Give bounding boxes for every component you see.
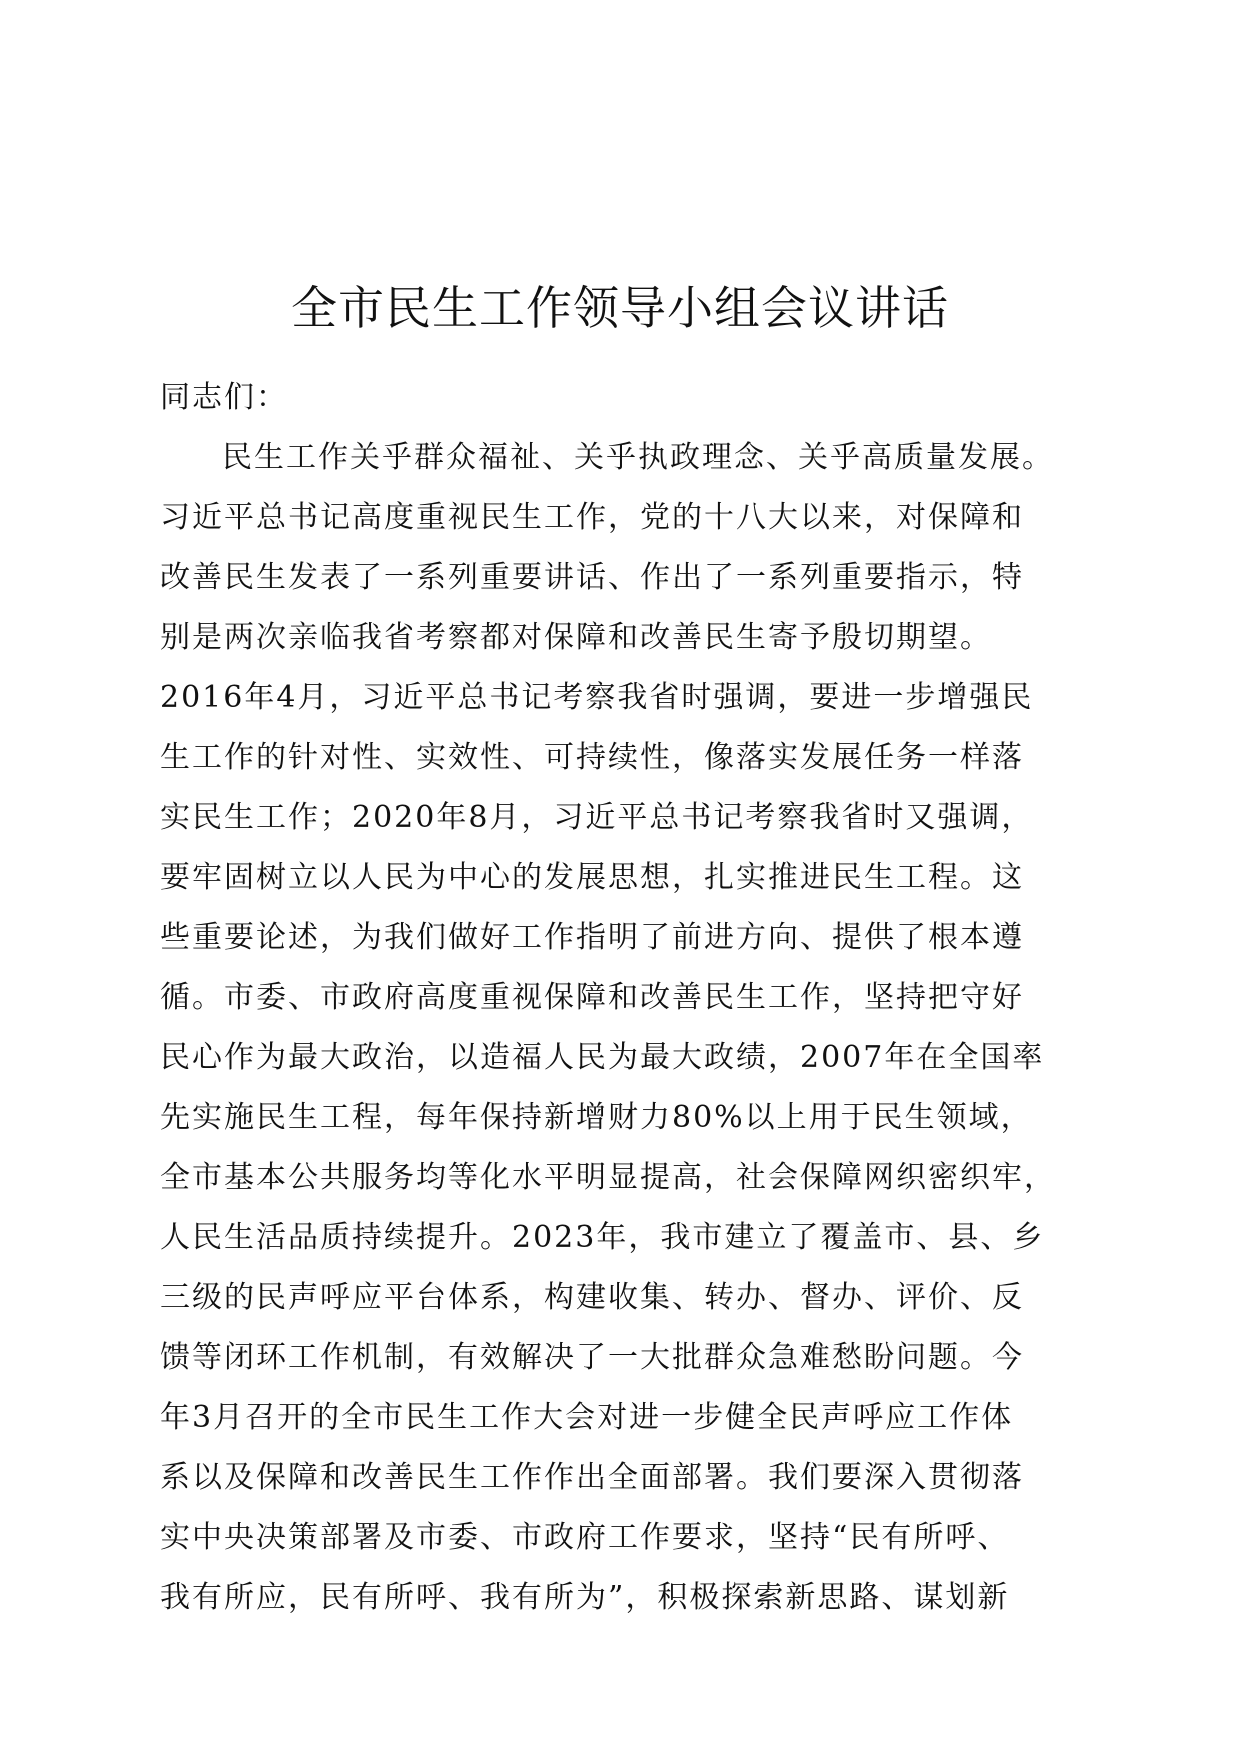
- paragraph-line: 三级的民声呼应平台体系，构建收集、转办、督办、评价、反: [160, 1280, 1024, 1315]
- paragraph-line: 实中央决策部署及市委、市政府工作要求，坚持“民有所呼、: [160, 1520, 1010, 1555]
- paragraph-line: 馈等闭环工作机制，有效解决了一大批群众急难愁盼问题。今: [160, 1340, 1024, 1375]
- paragraph-line: 要牢固树立以人民为中心的发展思想，扎实推进民生工程。这: [160, 860, 1024, 895]
- document-title: 全市民生工作领导小组会议讲话: [291, 281, 949, 335]
- paragraph-line: 系以及保障和改善民生工作作出全面部署。我们要深入贯彻落: [160, 1460, 1024, 1495]
- paragraph-line: 我有所应，民有所呼、我有所为”，积极探索新思路、谋划新: [160, 1580, 1010, 1615]
- paragraph-line: 2016年4月，习近平总书记考察我省时强调，要进一步增强民: [160, 680, 1034, 715]
- paragraph-line: 些重要论述，为我们做好工作指明了前进方向、提供了根本遵: [160, 920, 1024, 955]
- paragraph-line: 实民生工作；2020年8月，习近平总书记考察我省时又强调，: [160, 800, 1034, 835]
- paragraph-line: 别是两次亲临我省考察都对保障和改善民生寄予殷切期望。: [160, 620, 992, 655]
- paragraph-line: 人民生活品质持续提升。2023年，我市建立了覆盖市、县、乡: [160, 1220, 1045, 1255]
- paragraph-line: 民心作为最大政治，以造福人民为最大政绩，2007年在全国率: [160, 1040, 1045, 1075]
- paragraph-line: 习近平总书记高度重视民生工作，党的十八大以来，对保障和: [160, 500, 1024, 535]
- salutation: 同志们：: [160, 380, 288, 415]
- paragraph-line: 生工作的针对性、实效性、可持续性，像落实发展任务一样落: [160, 740, 1024, 775]
- document-body: [160, 368, 1065, 1628]
- paragraph-line: 全市基本公共服务均等化水平明显提高，社会保障网织密织牢，: [160, 1160, 1056, 1195]
- paragraph-line: 先实施民生工程，每年保持新增财力80%以上用于民生领域，: [160, 1100, 1033, 1135]
- paragraph-line: 民生工作关乎群众福祉、关乎执政理念、关乎高质量发展。: [222, 440, 1054, 475]
- paragraph-line: 循。市委、市政府高度重视保障和改善民生工作，坚持把守好: [160, 980, 1024, 1015]
- paragraph-line: 改善民生发表了一系列重要讲话、作出了一系列重要指示，特: [160, 560, 1024, 595]
- paragraph-line: 年3月召开的全市民生工作大会对进一步健全民声呼应工作体: [160, 1400, 1014, 1435]
